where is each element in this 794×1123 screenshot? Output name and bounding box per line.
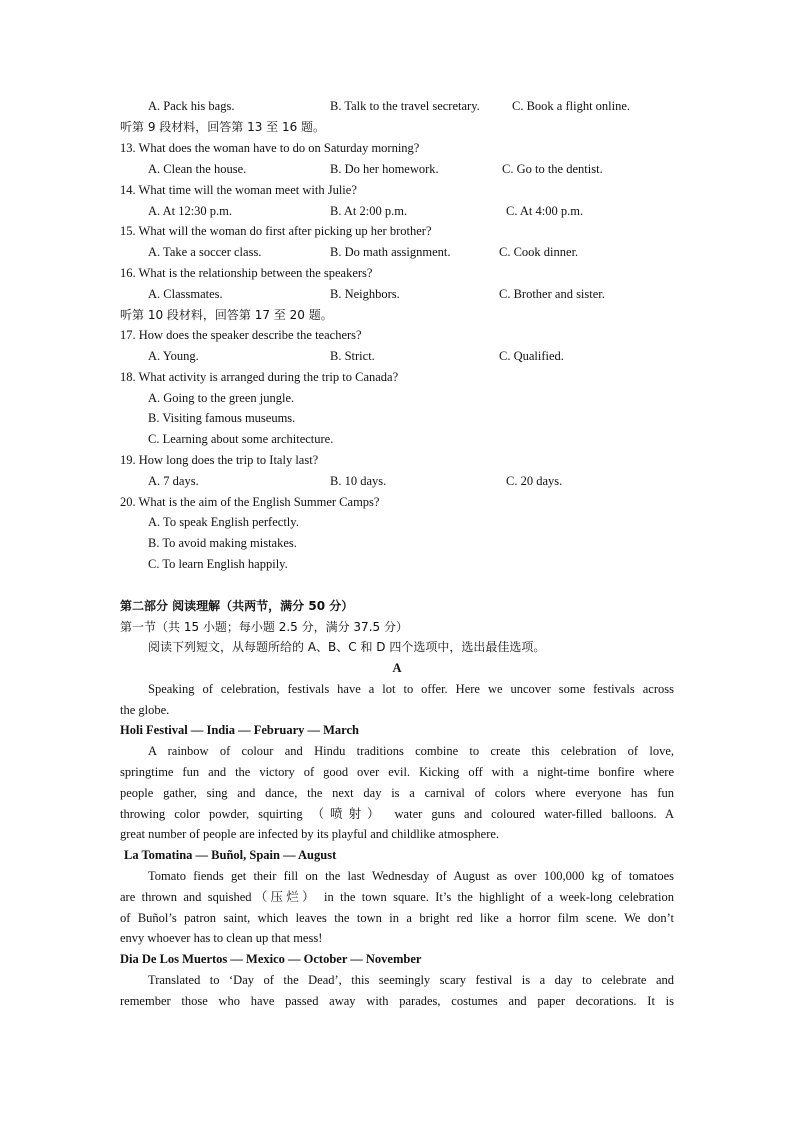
holi-line: people gather, sing and dance, the next day is a carnival of colors where everyone has fun [120,786,674,800]
muertos-line: Translated to ‘Day of the Dead’, this seemingly scary festival is a day to celebrate and [148,973,674,987]
q15-option-b: B. Do math assignment. [330,245,451,259]
q16-option-c: C. Brother and sister. [499,287,605,301]
q15-option-c: C. Cook dinner. [499,245,579,259]
q14-option-b: B. At 2:00 p.m. [330,204,408,218]
q20-option-c: C. To learn English happily. [148,557,288,571]
section-9-instruction: 听第 9 段材料，回答第 13 至 16 题。 [120,120,326,134]
q16-option-a: A. Classmates. [148,287,223,301]
q15-option-a: A. Take a soccer class. [148,245,262,259]
holi-line: throwing color powder, squirting （喷射） water guns and coloured water-filled balloons. A [120,807,674,821]
q20-option-a: A. To speak English perfectly. [148,515,299,529]
reading-instruction: 阅读下列短文，从每题所给的 A、B、C 和 D 四个选项中，选出最佳选项。 [148,640,546,654]
q14-option-c: C. At 4:00 p.m. [506,204,584,218]
q12-option-c: C. Book a flight online. [512,99,631,113]
holi-line: great number of people are infected by its playful and childlike atmosphere. [120,827,500,841]
q19-option-b: B. 10 days. [330,474,387,488]
section-10-instruction: 听第 10 段材料，回答第 17 至 20 题。 [120,308,333,322]
q12-option-a: A. Pack his bags. [148,99,235,113]
q12-option-b: B. Talk to the travel secretary. [330,99,480,113]
passage-letter: A [392,661,402,675]
q17-option-a: A. Young. [148,349,199,363]
holi-line: A rainbow of colour and Hindu traditions combine to create this celebration of love, [148,744,674,758]
q17-option-c: C. Qualified. [499,349,564,363]
q17-option-b: B. Strict. [330,349,375,363]
q13-option-b: B. Do her homework. [330,162,439,176]
tomatina-line: of Buñol’s patron saint, which leaves the town in a bright red like a horror film scene. We don’t [120,911,674,925]
intro-line-2: the globe. [120,703,170,717]
q18-option-b: B. Visiting famous museums. [148,411,296,425]
muertos-heading: Dia De Los Muertos — Mexico — October — November [120,952,422,966]
tomatina-line: envy whoever has to clean up that mess! [120,931,323,945]
q19-option-c: C. 20 days. [506,474,563,488]
q16-option-b: B. Neighbors. [330,287,400,301]
muertos-line: remember those who have passed away with parades, costumes and paper decorations. It is [120,994,674,1008]
question-15: 15. What will the woman do first after picking up her brother? [120,224,432,238]
intro-line-1: Speaking of celebration, festivals have a lot to offer. Here we uncover some festivals across [148,682,674,696]
q19-option-a: A. 7 days. [148,474,199,488]
q18-option-c: C. Learning about some architecture. [148,432,334,446]
tomatina-line: Tomato fiends get their fill on the last Wednesday of August as over 100,000 kg of tomatoes [148,869,674,883]
holi-heading: Holi Festival — India — February — March [120,723,359,737]
q13-option-a: A. Clean the house. [148,162,247,176]
tomatina-heading: La Tomatina — Buñol, Spain — August [124,848,337,862]
q18-option-a: A. Going to the green jungle. [148,391,295,405]
q14-option-a: A. At 12:30 p.m. [148,204,233,218]
holi-line: springtime fun and the victory of good over evil. Kicking off with a night-time bonfire where [120,765,674,779]
question-14: 14. What time will the woman meet with Julie? [120,183,357,197]
tomatina-line: are thrown and squished（压烂） in the town square. It’s the highlight of a week-long celebration [120,890,674,904]
part-2-title: 第二部分 阅读理解（共两节，满分 50 分） [120,599,354,613]
section-1-title: 第一节（共 15 小题；每小题 2.5 分，满分 37.5 分） [120,620,408,634]
question-13: 13. What does the woman have to do on Saturday morning? [120,141,420,155]
question-18: 18. What activity is arranged during the trip to Canada? [120,370,399,384]
q13-option-c: C. Go to the dentist. [502,162,603,176]
question-19: 19. How long does the trip to Italy last? [120,453,319,467]
q20-option-b: B. To avoid making mistakes. [148,536,297,550]
question-17: 17. How does the speaker describe the teachers? [120,328,362,342]
question-16: 16. What is the relationship between the speakers? [120,266,373,280]
question-20: 20. What is the aim of the English Summer Camps? [120,495,380,509]
